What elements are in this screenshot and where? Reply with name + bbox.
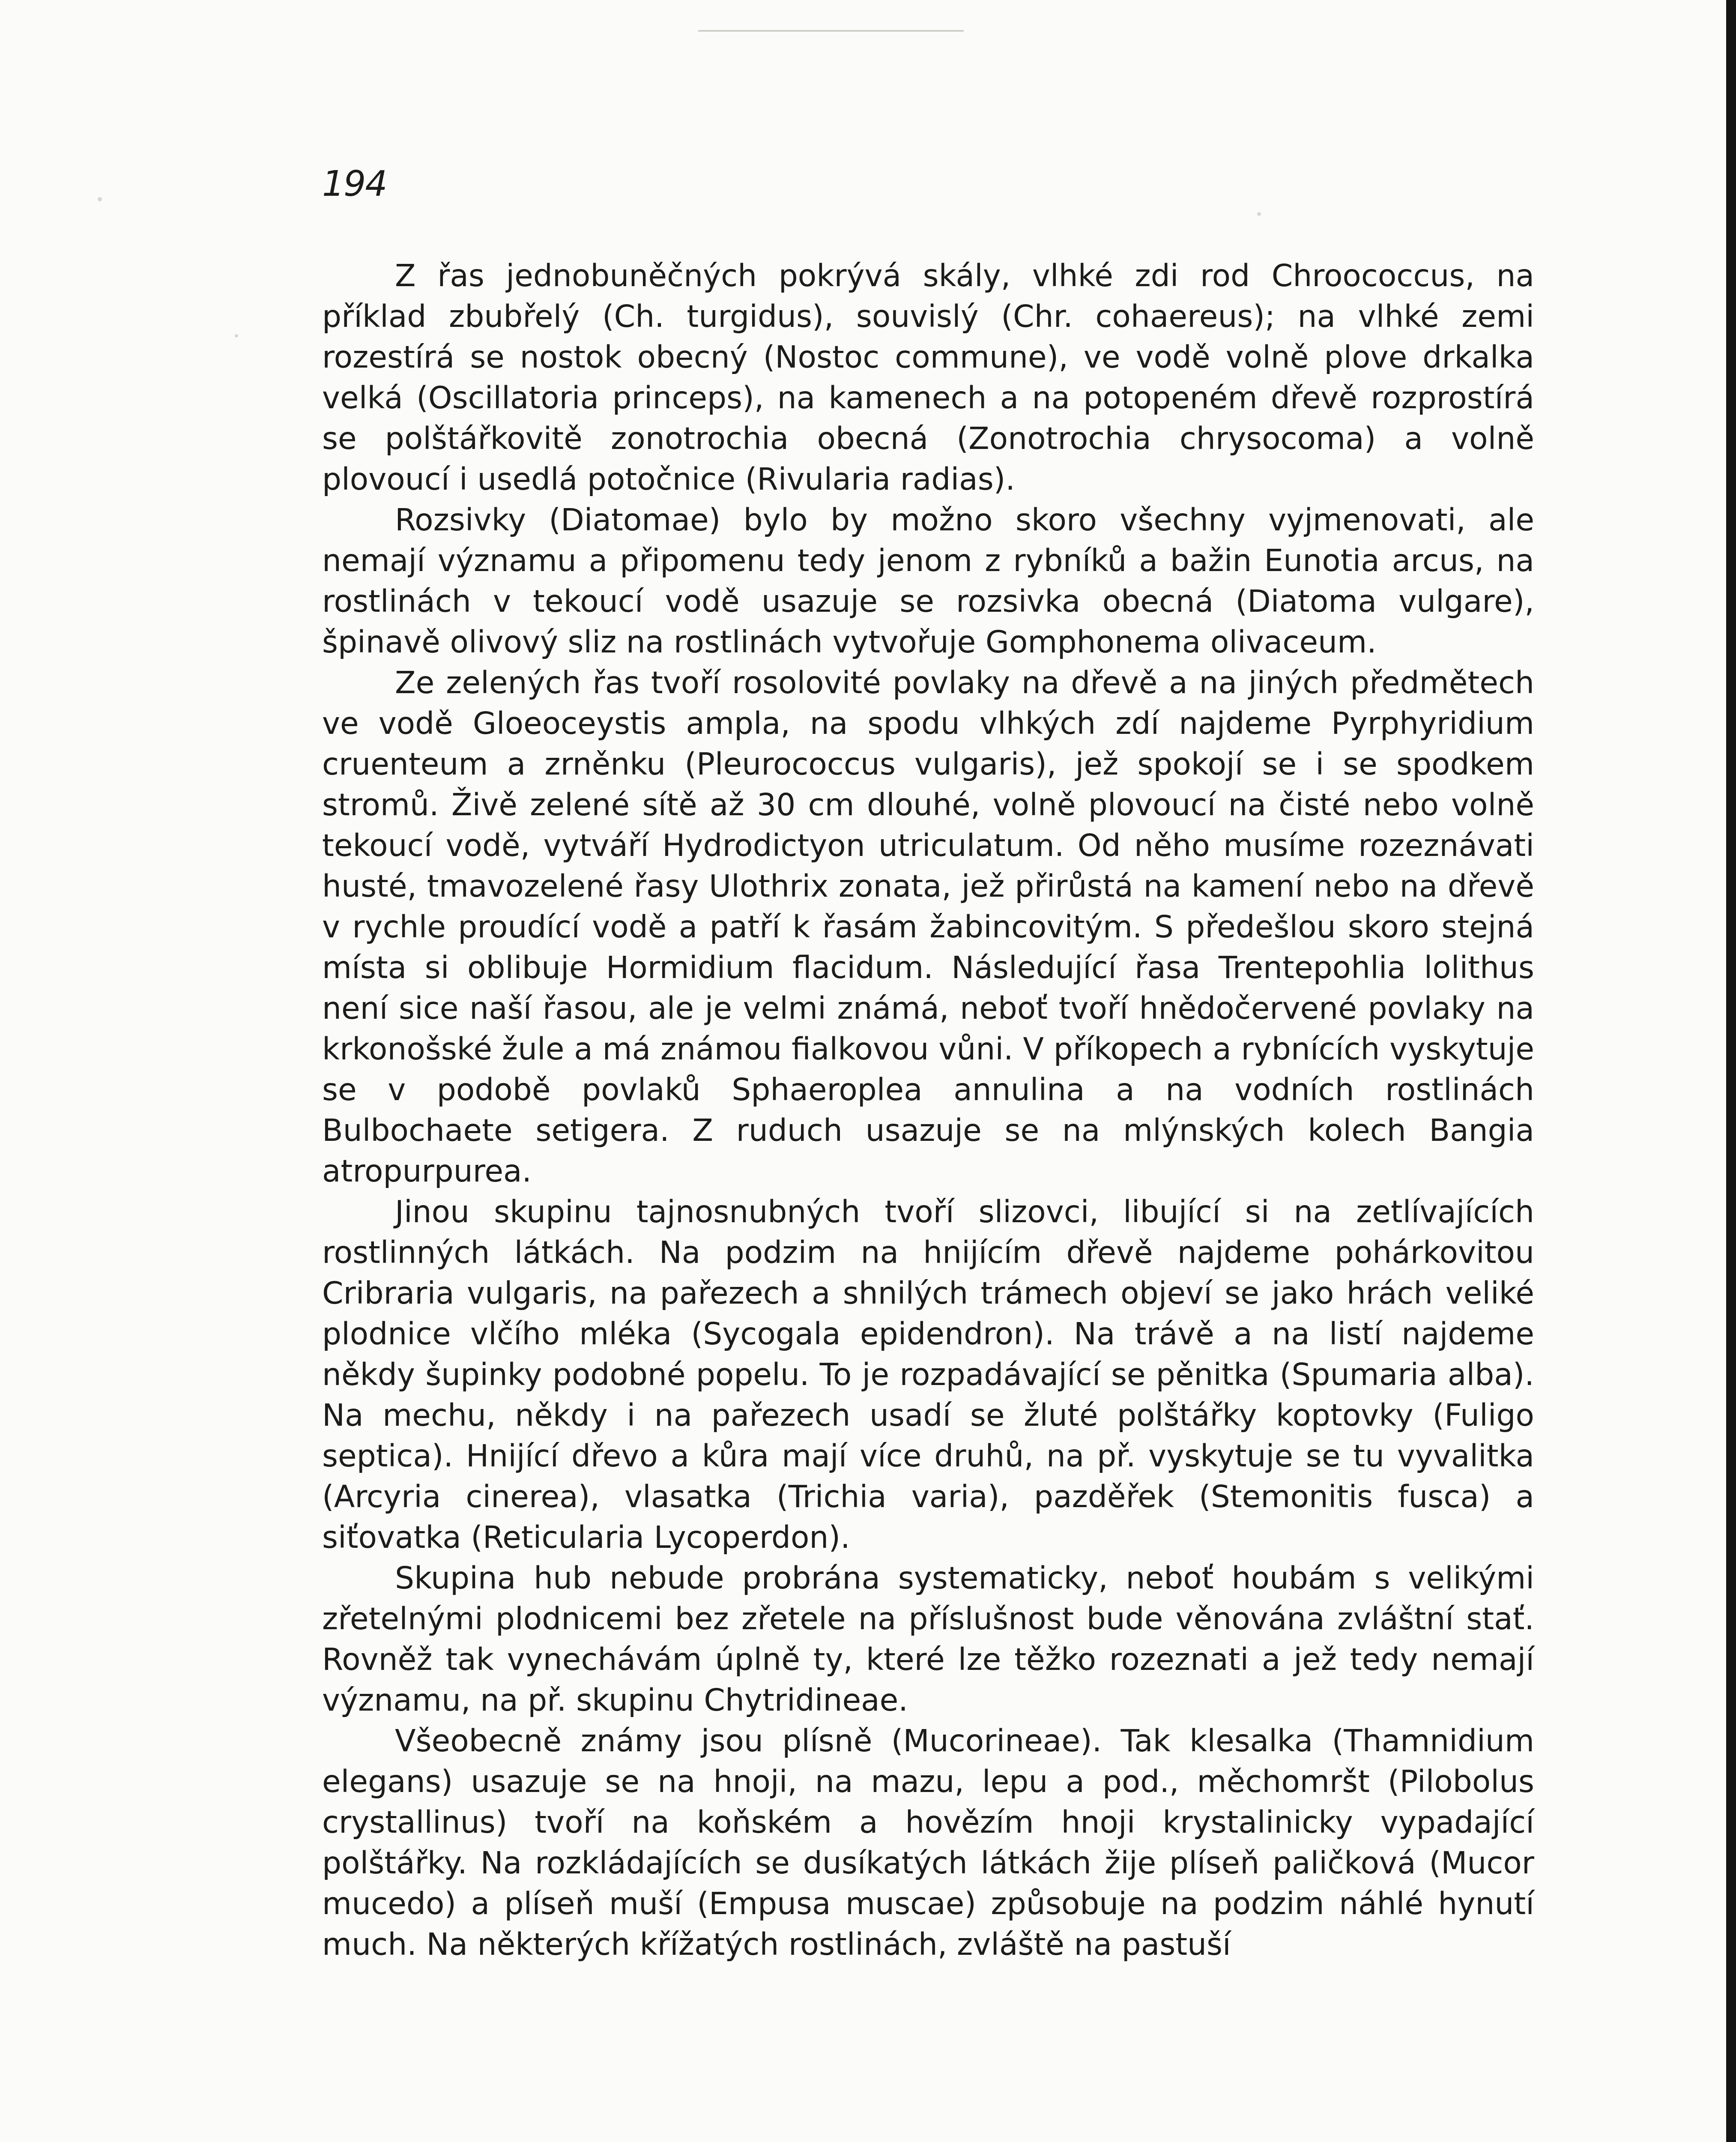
scan-edge [1726, 0, 1736, 2142]
paragraph-green-algae: Ze zelených řas tvoří rosolovité povlaky na dřevě a na jiných předmětech ve vodě Gloeoceystis ampla, na spodu vlhkých zdí najdeme Pyrphyridium cruenteum a zrněnku (Pleurococcus vulgaris), jež spokojí se i se spodkem stromů. Živě zelené sítě až 30 cm dlouhé, volně plovoucí na čisté nebo volně tekoucí vodě, vytváří Hydrodictyon utriculatum. Od něho musíme rozeznávati husté, tmavozelené řasy Ulothrix zonata, jež přirůstá na kamení nebo na dřevě v rychle proudící vodě a patří k řasám žabincovitým. S předešlou skoro stejná místa si oblibuje Hormidium flacidum. Následující řasa Trentepohlia lolithus není sice naší řasou, ale je velmi známá, neboť tvoří hnědočervené povlaky na krkonošské žule a má známou fialkovou vůni. V příkopech a rybnících vyskytuje se v podobě povlaků Sphaeroplea annulina a na vodních rostlinách Bulbochaete setigera. Z ruduch usazuje se na mlýnských kolech Bangia atropurpurea. [322, 665, 1534, 1189]
scan-speck [1257, 212, 1261, 216]
scan-speck [235, 334, 238, 338]
paragraph-mucorineae: Všeobecně známy jsou plísně (Mucorineae). Tak klesalka (Thamnidium elegans) usazuje se na hnoji, na mazu, lepu a pod., měchomršt (Pilobolus crystallinus) tvoří na koňském a hovězím hnoji krystalinicky vypadající polštářky. Na rozkládajících se dusíkatých látkách žije plíseň paličková (Mucor mucedo) a plíseň muší (Empusa muscae) způsobuje na podzim náhlé hynutí much. Na některých křížatých rostlinách, zvláště na pastuší [322, 1723, 1534, 1962]
paragraph-fungi: Skupina hub nebude probrána systematicky, neboť houbám s velikými zřetelnými plodnicemi bez zřetele na příslušnost bude věnována zvláštní stať. Rovněž tak vynechávám úplně ty, které lze těžko rozeznati a jež tedy nemají významu, na př. skupinu Chytridineae. [322, 1560, 1534, 1718]
paragraph-diatomae: Rozsivky (Diatomae) bylo by možno skoro všechny vyjmenovati, ale nemají významu a připomenu tedy jenom z rybníků a bažin Eunotia arcus, na rostlinách v tekoucí vodě usazuje se rozsivka obecná (Diatoma vulgare), špinavě olivový sliz na rostlinách vytvořuje Gomphonema olivaceum. [322, 502, 1534, 660]
body-text [322, 255, 1534, 1965]
scan-speck [98, 197, 102, 201]
paragraph-slime-molds: Jinou skupinu tajnosnubných tvoří slizovci, libující si na zetlívajících rostlinných látkách. Na podzim na hnijícím dřevě najdeme pohárkovitou Cribraria vulgaris, na pařezech a shnilých trámech objeví se jako hrách veliké plodnice vlčího mléka (Sycogala epidendron). Na trávě a na listí najdeme někdy šupinky podobné popelu. To je rozpadávající se pěnitka (Spumaria alba). Na mechu, někdy i na pařezech usadí se žluté polštářky koptovky (Fuligo septica). Hnijící dřevo a kůra mají více druhů, na př. vyskytuje se tu vyvalitka (Arcyria cinerea), vlasatka (Trichia varia), pazděřek (Stemonitis fusca) a siťovatka (Reticularia Lycoperdon). [322, 1194, 1534, 1555]
scan-artifact [698, 0, 964, 32]
paragraph-chroococcus: Z řas jednobuněčných pokrývá skály, vlhké zdi rod Chroococcus, na příklad zbubřelý (Ch. turgidus), souvislý (Chr. cohaereus); na vlhké zemi rozestírá se nostok obecný (Nostoc commune), ve vodě volně plove drkalka velká (Oscillatoria princeps), na kamenech a na potopeném dřevě rozprostírá se polštářkovitě zonotrochia obecná (Zonotrochia chrysocoma) a volně plovoucí i usedlá potočnice (Rivularia radias). [322, 258, 1534, 497]
page-number: 194 [322, 164, 387, 204]
